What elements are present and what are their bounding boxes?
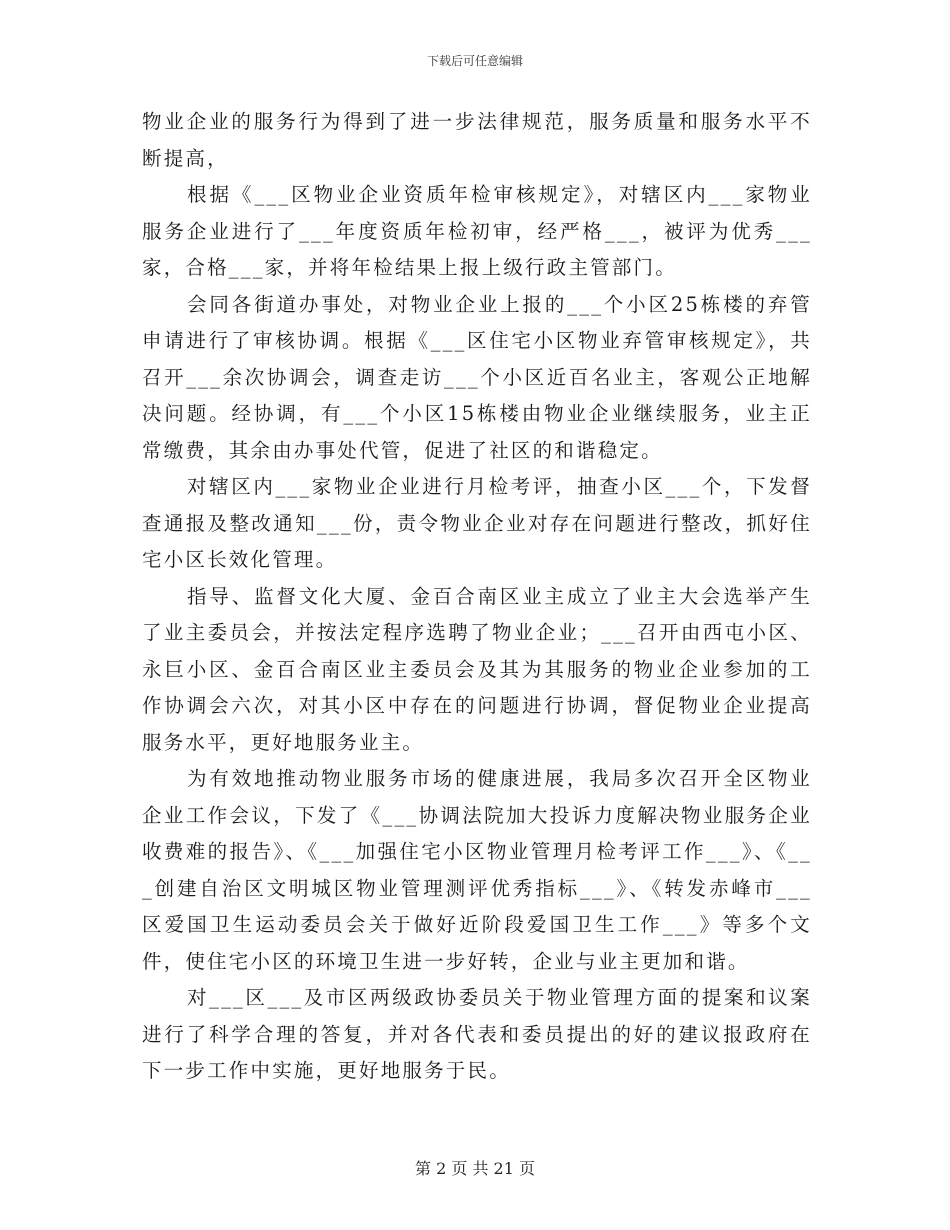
paragraph-service-market: 为有效地推动物业服务市场的健康进展，我局多次召开全区物业企业工作会议，下发了《___协调法院加大投诉力度解决物业服务企业收费难的报告》、《___加强住宅小区物业管理月检考评工作___》、《___创建自治区文明城区物业管理测评优秀指标___》、《转发赤峰市___区爱国卫生运动委员会关于做好近阶段爱国卫生工作___》等多个文件，使住宅小区的环境卫生进一步好转，企业与业主更加和谐。 <box>142 767 812 973</box>
page-header: 下载后可任意编辑 <box>426 54 523 68</box>
paragraph-proposal-replies: 对___区___及市区两级政协委员关于物业管理方面的提案和议案进行了科学合理的答复，并对各代表和委员提出的好的建议报政府在下一步工作中实施，更好地服务于民。 <box>142 986 812 1082</box>
document-body <box>142 104 812 1090</box>
paragraph-abandonment-review: 会同各街道办事处，对物业企业上报的___个小区25栋楼的弃管申请进行了审核协调。根据《___区住宅小区物业弃管审核规定》，共召开___余次协调会，调查走访___个小区近百名业主，客观公正地解决问题。经协调，有___个小区15栋楼由物业企业继续服务，业主正常缴费，其余由办事处代管，促进了社区的和谐稳定。 <box>142 292 812 462</box>
paragraph-qualification-inspection: 根据《___区物业企业资质年检审核规定》，对辖区内___家物业服务企业进行了___年度资质年检初审，经严格___，被评为优秀___家，合格___家，并将年检结果上报上级行政主管部门。 <box>142 183 812 279</box>
paragraph-owners-committee: 指导、监督文化大厦、金百合南区业主成立了业主大会选举产生了业主委员会，并按法定程序选聘了物业企业；___召开由西屯小区、永巨小区、金百合南区业主委员会及其为其服务的物业企业参加的工作协调会六次，对其小区中存在的问题进行协调，督促物业企业提高服务水平，更好地服务业主。 <box>142 584 812 754</box>
paragraph-monthly-evaluation: 对辖区内___家物业企业进行月检考评，抽查小区___个，下发督查通报及整改通知___份，责令物业企业对存在问题进行整改，抓好住宅小区长效化管理。 <box>142 475 812 571</box>
page-number-footer: 第 2 页 共 21 页 <box>415 1159 535 1178</box>
paragraph-continuation: 物业企业的服务行为得到了进一步法律规范，服务质量和服务水平不断提高， <box>142 110 812 170</box>
